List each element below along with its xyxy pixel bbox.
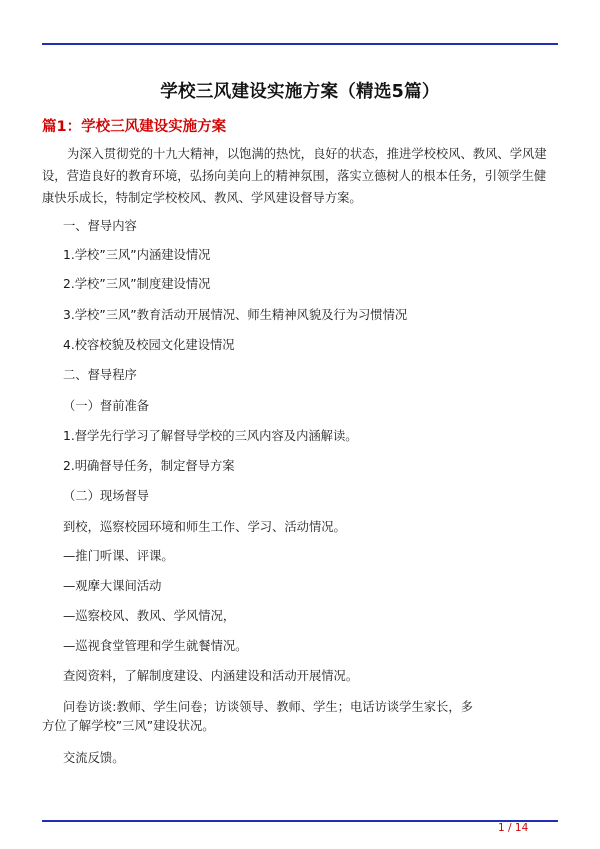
list-item: 2.学校”三风”制度建设情况	[63, 277, 211, 291]
document-title: 学校三风建设实施方案（精选5篇）	[160, 82, 440, 102]
body-line: —推门听课、评课。	[63, 549, 174, 563]
body-line: 交流反馈。	[63, 751, 125, 765]
subsection-heading: （一）督前准备	[63, 399, 150, 413]
body-line: 方位了解学校”三风”建设状况。	[42, 719, 215, 733]
list-item: 1.督学先行学习了解督导学校的三风内容及内涵解读。	[63, 429, 358, 443]
section-heading-content: 一、督导内容	[63, 219, 137, 233]
footer-rule	[42, 820, 558, 822]
body-line: 查阅资料，了解制度建设、内涵建设和活动开展情况。	[63, 669, 359, 683]
chapter-heading: 篇1：学校三风建设实施方案	[42, 119, 227, 135]
section-heading-procedure: 二、督导程序	[63, 368, 137, 382]
header-rule	[42, 43, 558, 45]
intro-paragraph: 为深入贯彻党的十九大精神，以饱满的热忱，良好的状态，推进学校校风、教风、学风建设，营造良好的教育环境，弘扬向美向上的精神氛围，落实立德树人的根本任务，引领学生健康快乐成长，特制定学校校风、教风、学风建设督导方案。	[42, 147, 547, 205]
body-line: —巡视食堂管理和学生就餐情况。	[63, 639, 248, 653]
list-item: 1.学校”三风”内涵建设情况	[63, 248, 211, 262]
list-item: 3.学校”三风”教育活动开展情况、师生精神风貌及行为习惯情况	[63, 308, 408, 322]
body-line: 问卷访谈:教师、学生问卷；访谈领导、教师、学生；电话访谈学生家长，多	[63, 700, 473, 714]
body-line: —巡察校风、教风、学风情况，	[63, 609, 236, 623]
list-item: 4.校容校貌及校园文化建设情况	[63, 338, 235, 352]
body-line: —观摩大课间活动	[63, 579, 162, 593]
body-line: 到校，巡察校园环境和师生工作、学习、活动情况。	[63, 520, 346, 534]
page-indicator: 1 / 14	[498, 822, 529, 834]
list-item: 2.明确督导任务，制定督导方案	[63, 459, 235, 473]
subsection-heading: （二）现场督导	[63, 489, 150, 503]
